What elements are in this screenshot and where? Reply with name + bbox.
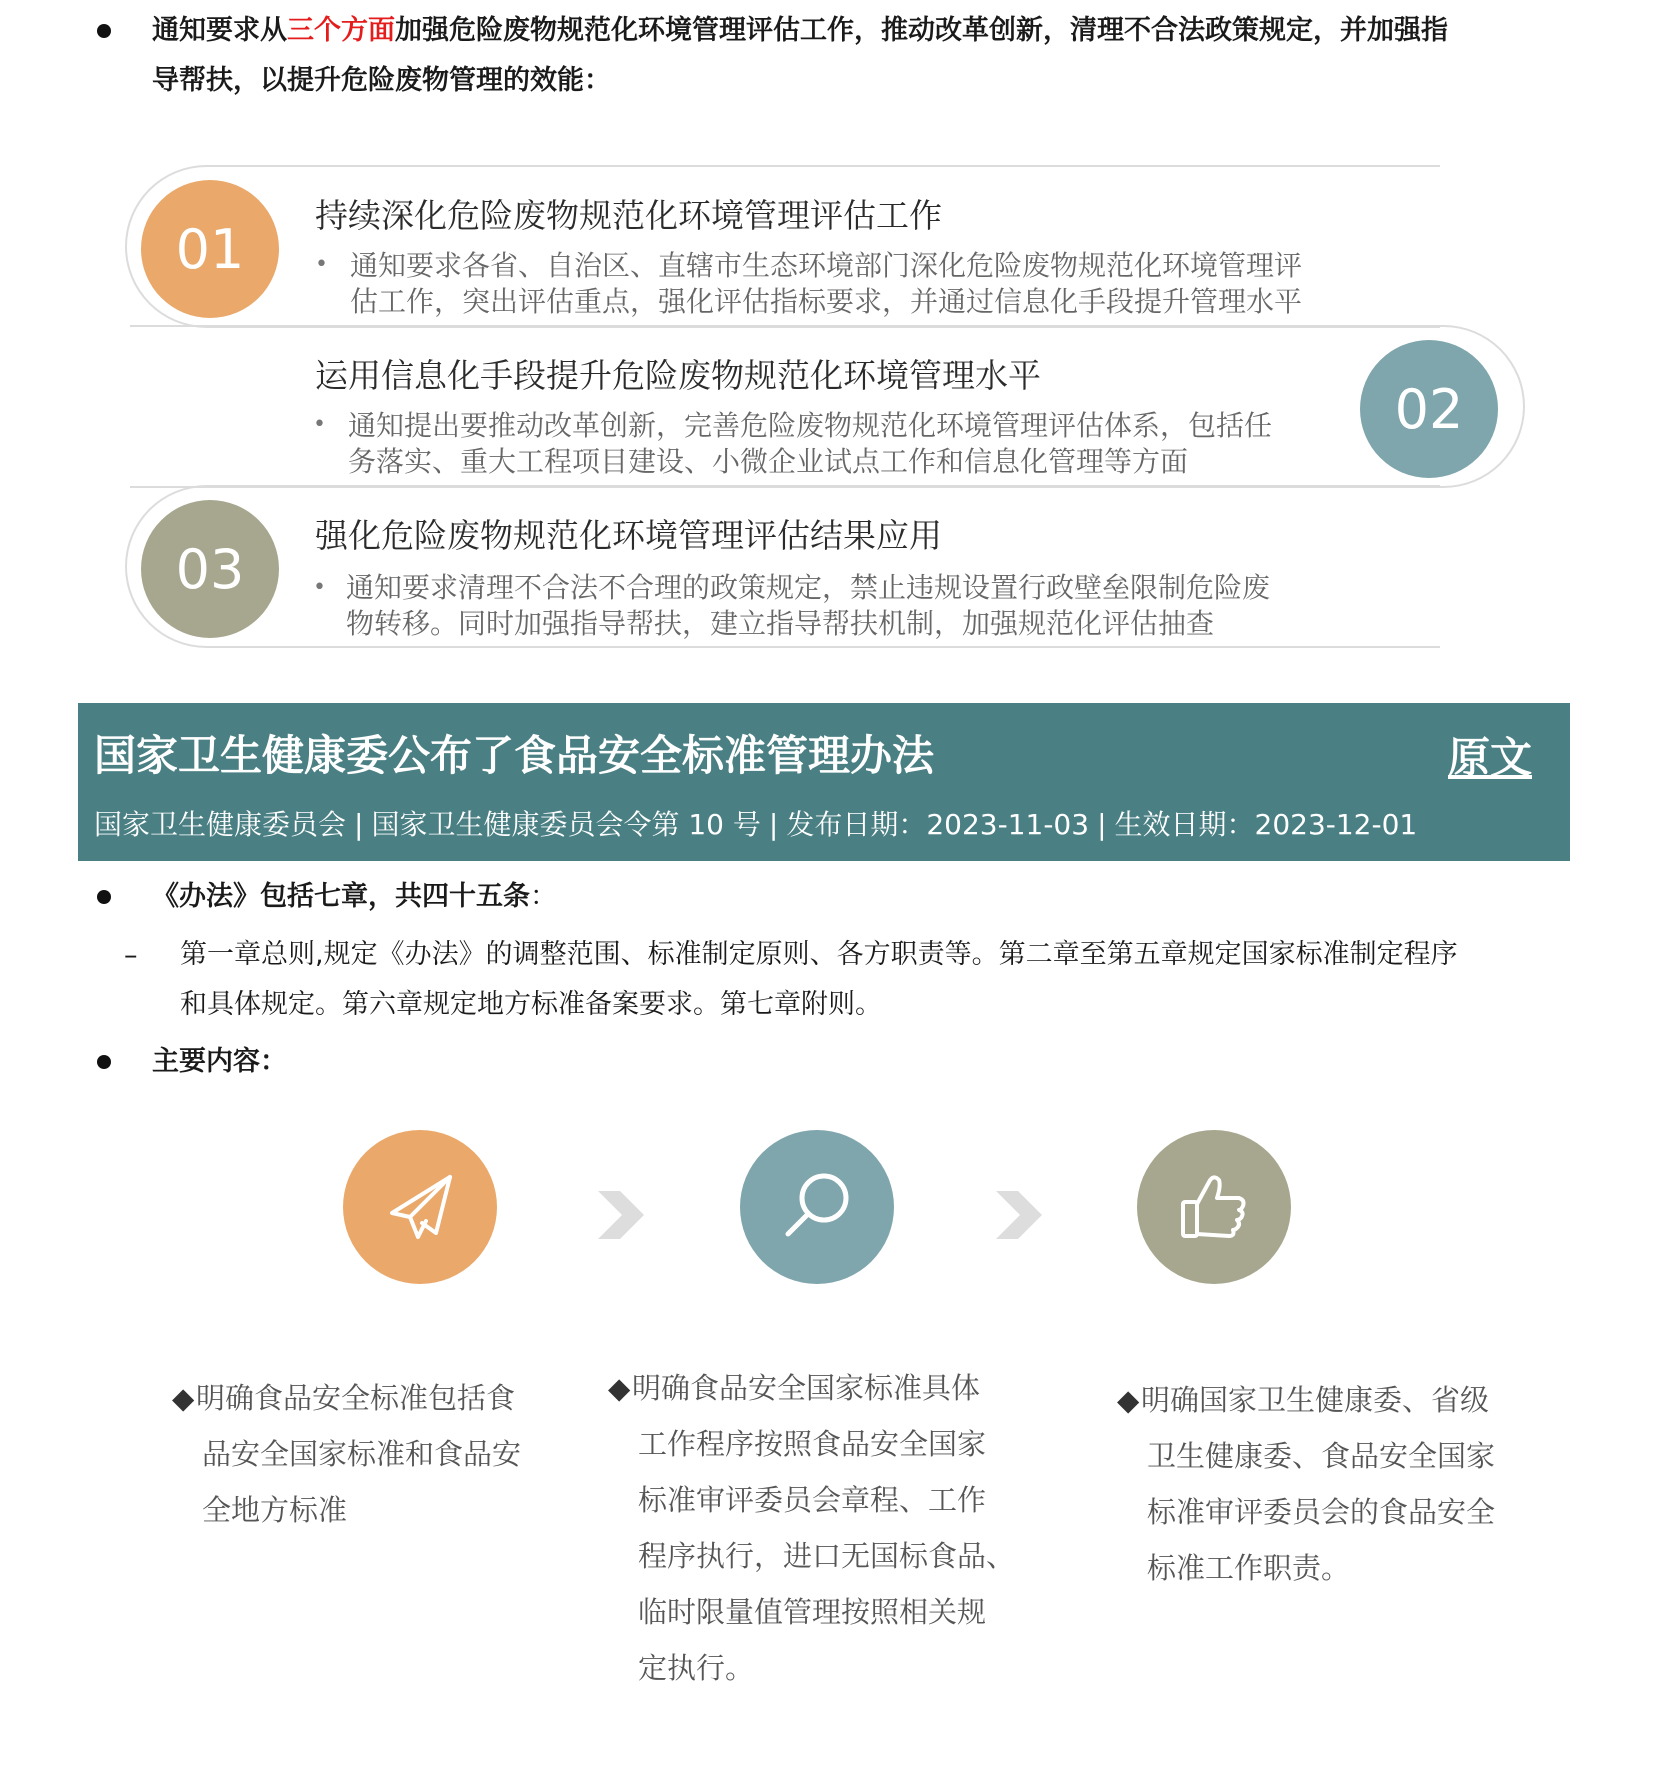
meta-separator: | [768, 808, 779, 841]
thumbs-up-icon [1177, 1170, 1251, 1244]
feature-3-line: 标准审评委员会的食品安全 [1147, 1495, 1496, 1529]
intro-text-1: 通知要求从 [152, 15, 287, 46]
diamond-bullet-icon: ◆ [172, 1381, 195, 1415]
item-1-bullet: • [315, 252, 328, 277]
item-2-number-circle [1360, 340, 1498, 478]
bullet-chapters-colon: ： [530, 881, 557, 912]
bullet-dot [97, 24, 111, 38]
chapters-detail [180, 930, 1580, 1030]
item-3-desc-line2: 物转移。同时加强指导帮扶，建立指导帮扶机制，加强规范化评估抽查 [346, 607, 1215, 640]
chapters-detail-line2: 和具体规定。第六章规定地方标准备案要求。第七章附则。 [180, 989, 882, 1020]
diamond-bullet-icon: ◆ [1117, 1383, 1140, 1417]
item-1-desc [350, 248, 1410, 320]
bullet-chapters-text: 《办法》包括七章，共四十五条 [152, 881, 530, 912]
thumbs-up-circle [1137, 1130, 1291, 1284]
item-3-number-circle [141, 500, 279, 638]
bullet-chapters [152, 872, 557, 922]
item-3-bullet: • [313, 575, 326, 600]
banner-meta [94, 803, 1417, 843]
bullet-dot [97, 1055, 111, 1069]
item-3-title: 强化危险废物规范化环境管理评估结果应用 [315, 516, 942, 555]
item-2-desc-line1: 通知提出要推动改革创新，完善危险废物规范化环境管理评估体系，包括任 [348, 409, 1273, 442]
original-text-link[interactable]: 原文 [1447, 733, 1532, 782]
feature-2-line: 标准审评委员会章程、工作 [638, 1483, 987, 1517]
banner-title: 国家卫生健康委公布了食品安全标准管理办法 [94, 731, 935, 780]
sub-dash: – [124, 940, 138, 971]
item-3-desc [346, 570, 1406, 642]
magnifier-icon [778, 1168, 856, 1246]
bullet-dot [97, 890, 111, 904]
order-number: 国家卫生健康委员会令第 10 号 [371, 808, 761, 841]
issuer: 国家卫生健康委员会 [94, 808, 347, 841]
item-2-number: 02 [1394, 377, 1464, 441]
intro-line-2: 导帮扶，以提升危险废物管理的效能： [152, 65, 611, 96]
feature-2-line: 工作程序按照食品安全国家 [638, 1427, 987, 1461]
feature-3-text [1117, 1372, 1547, 1596]
item-1-desc-line1: 通知要求各省、自治区、直辖市生态环境部门深化危险废物规范化环境管理评 [350, 249, 1303, 282]
item-2-title: 运用信息化手段提升危险废物规范化环境管理水平 [315, 356, 1041, 395]
feature-3-line: 明确国家卫生健康委、省级 [1141, 1383, 1490, 1417]
publish-date: 发布日期：2023-11-03 [786, 808, 1090, 841]
diamond-bullet-icon: ◆ [608, 1371, 631, 1405]
feature-1-line: 明确食品安全标准包括食 [196, 1381, 516, 1415]
feature-1-line: 全地方标准 [202, 1493, 348, 1527]
paper-plane-icon [384, 1171, 456, 1243]
feature-2-line: 临时限量值管理按照相关规 [638, 1595, 987, 1629]
feature-1-line: 品安全国家标准和食品安 [202, 1437, 522, 1471]
effective-date: 生效日期：2023-12-01 [1114, 808, 1418, 841]
paper-plane-circle [343, 1130, 497, 1284]
item-3-number: 03 [175, 537, 245, 601]
feature-2-line: 明确食品安全国家标准具体 [632, 1371, 981, 1405]
intro-highlight: 三个方面 [287, 15, 395, 46]
item-3-desc-line1: 通知要求清理不合法不合理的政策规定，禁止违规设置行政壁垒限制危险废 [346, 571, 1271, 604]
feature-2-line: 程序执行，进口无国标食品、 [638, 1539, 1016, 1573]
meta-separator: | [1097, 808, 1107, 841]
intro-text-2: 加强危险废物规范化环境管理评估工作，推动改革创新，清理不合法政策规定，并加强指 [395, 15, 1448, 46]
intro-paragraph [152, 6, 1572, 106]
feature-2-line: 定执行。 [638, 1651, 755, 1685]
meta-separator: | [354, 808, 364, 841]
item-2-desc [348, 408, 1348, 480]
regulation-banner [78, 703, 1570, 861]
item-1-desc-line2: 估工作，突出评估重点，强化评估指标要求，并通过信息化手段提升管理水平 [350, 285, 1303, 318]
magnifier-circle [740, 1130, 894, 1284]
item-2-bullet: • [313, 412, 326, 437]
chevron-right-icon [590, 1185, 650, 1245]
feature-3-line: 卫生健康委、食品安全国家 [1147, 1439, 1496, 1473]
feature-3-line: 标准工作职责。 [1147, 1551, 1351, 1585]
item-1-number-circle [141, 180, 279, 318]
item-2-desc-line2: 务落实、重大工程项目建设、小微企业试点工作和信息化管理等方面 [348, 445, 1189, 478]
item-1-title: 持续深化危险废物规范化环境管理评估工作 [315, 196, 942, 235]
feature-1-text [172, 1370, 562, 1538]
chapters-detail-line1: 第一章总则,规定《办法》的调整范围、标准制定原则、各方职责等。第二章至第五章规定国家标准制定程序 [180, 939, 1458, 970]
feature-2-text [608, 1360, 1038, 1696]
chevron-right-icon [988, 1185, 1048, 1245]
main-content-heading: 主要内容： [152, 1046, 287, 1077]
item-1-number: 01 [175, 217, 245, 281]
